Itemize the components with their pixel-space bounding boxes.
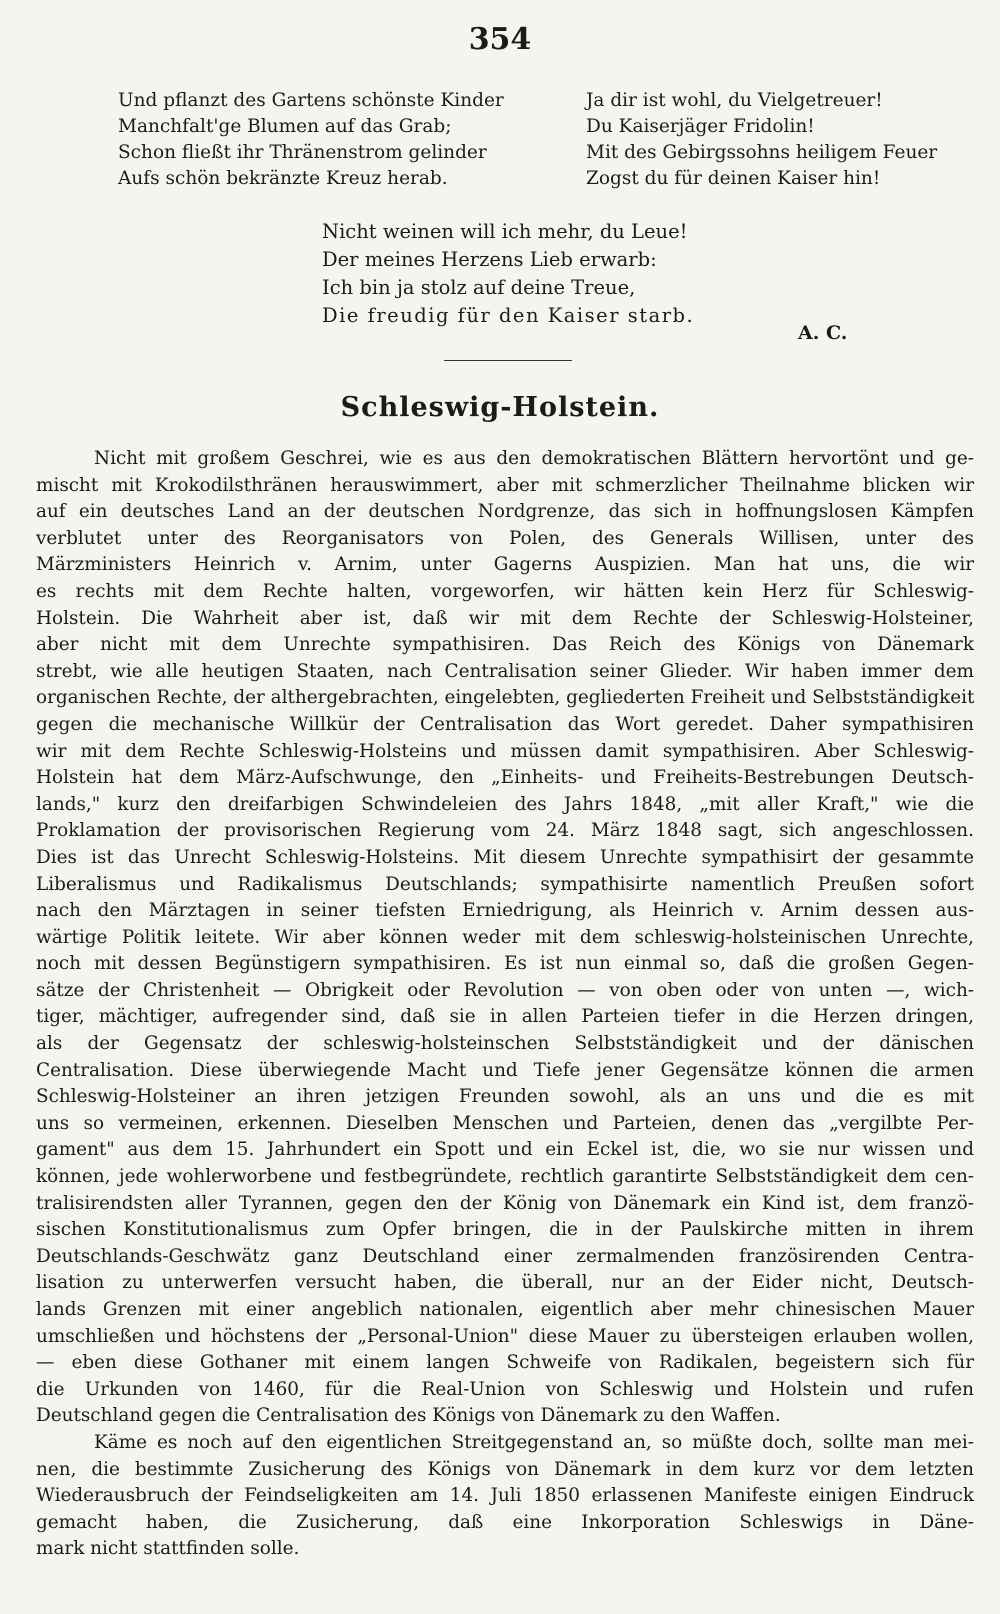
text-line: sischen Konstitutionalismus zum Opfer bringen, die in der Paulskirche mitten in ihrem — [36, 1219, 974, 1241]
poem-line: Manchfalt'ge Blumen auf das Grab; — [118, 116, 452, 137]
text-line: es rechts mit dem Rechte halten, vorgeworfen, wir hätten kein Herz für Schleswig- — [36, 580, 974, 602]
text-line: Proklamation der provisorischen Regierung vom 24. März 1848 sagt, sich angeschlossen. — [36, 820, 974, 842]
text-line: nach den Märztagen in seiner tiefsten Erniedrigung, als Heinrich v. Arnim dessen aus- — [36, 900, 974, 922]
text-line: gemacht haben, die Zusicherung, daß eine Inkorporation Schleswigs in Däne- — [36, 1511, 974, 1533]
poem-line: Ich bin ja stolz auf deine Treue, — [322, 276, 636, 299]
article-body — [36, 446, 974, 1563]
text-line: Märzministers Heinrich v. Arnim, unter Gagerns Auspizien. Man hat uns, die wir — [36, 554, 974, 576]
text-line: organischen Rechte, der althergebrachten, eingelebten, gegliederten Freiheit und Selbstständigkeit — [36, 687, 975, 709]
text-line: aber nicht mit dem Unrechte sympathisiren. Das Reich des Königs von Dänemark — [36, 634, 974, 656]
text-line: lands," kurz den dreifarbigen Schwindeleien des Jahrs 1848, „mit aller Kraft," wie die — [36, 793, 974, 815]
poem-line: Die freudig für den Kaiser starb. — [322, 304, 695, 327]
poem-line: Zogst du für deinen Kaiser hin! — [586, 168, 881, 189]
text-line: wir mit dem Rechte Schleswig-Holsteins und müssen damit sympathisiren. Aber Schleswig- — [36, 740, 974, 762]
text-line: Holstein. Die Wahrheit aber ist, daß wir mit dem Rechte der Schleswig-Holsteiner, — [36, 607, 974, 629]
text-line: tiger, mächtiger, aufregender sind, daß sie in allen Parteien tiefer in die Herzen dringen, — [36, 1006, 974, 1028]
text-line: Liberalismus und Radikalismus Deutschlands; sympathisirte namentlich Preußen sofort — [36, 873, 974, 895]
text-line: als der Gegensatz der schleswig-holsteinschen Selbstständigkeit und der dänischen — [36, 1033, 974, 1055]
text-line: Schleswig-Holsteiner an ihren jetzigen Freunden sowohl, als an uns und die es mit — [36, 1086, 974, 1108]
text-line: sätze der Christenheit — Obrigkeit oder Revolution — von oben oder von unten —, wich- — [36, 979, 974, 1001]
text-line: Centralisation. Diese überwiegende Macht und Tiefe jener Gegensätze können die armen — [36, 1059, 974, 1081]
text-line: Nicht mit großem Geschrei, wie es aus den demokratischen Blättern hervortönt und ge- — [94, 448, 974, 469]
text-line: Dies ist das Unrecht Schleswig-Holsteins. Mit diesem Unrechte sympathisirt der gesammte — [36, 846, 974, 868]
text-line: tralisirendsten aller Tyrannen, gegen den der König von Dänemark ein Kind ist, dem franzö- — [36, 1192, 974, 1214]
text-line: können, jede wohlerworbene und festbegründete, rechtlich garantirte Selbstständigkeit dem cen- — [36, 1166, 974, 1188]
poem-line: Der meines Herzens Lieb erwarb: — [322, 248, 657, 271]
text-line: umschließen und höchstens der „Personal-Union" diese Mauer zu übersteigen erlauben wollen, — [36, 1325, 974, 1347]
text-line: Deutschlands-Geschwätz ganz Deutschland einer zermalmenden französirenden Centra- — [36, 1245, 974, 1267]
text-line: die Urkunden von 1460, für die Real-Union von Schleswig und Holstein und rufen — [36, 1378, 974, 1400]
text-line: auf ein deutsches Land an der deutschen Nordgrenze, das sich in hoffnungslosen Kämpfen — [36, 501, 974, 523]
text-line: wärtige Politik leitete. Wir aber können weder mit dem schleswig-holsteinischen Unrechte, — [36, 926, 974, 948]
page-number: 354 — [468, 22, 532, 57]
text-line: gament" aus dem 15. Jahrhundert ein Spott und ein Eckel ist, die, wo sie nur wissen und — [36, 1139, 974, 1161]
text-line: noch mit dessen Begünstigern sympathisiren. Es ist nun einmal so, daß die großen Gegen- — [36, 953, 974, 975]
text-line: gegen die mechanische Willkür der Centralisation das Wort geredet. Daher sympathisiren — [36, 713, 974, 735]
poem-line: Aufs schön bekränzte Kreuz herab. — [118, 168, 448, 189]
poem-line: Ja dir ist wohl, du Vielgetreuer! — [586, 90, 883, 111]
text-line: — eben diese Gothaner mit einem langen Schweife von Radikalen, begeistern sich für — [36, 1352, 974, 1374]
text-line: mark nicht stattfinden solle. — [36, 1538, 300, 1560]
text-line: verblutet unter des Reorganisators von Polen, des Generals Willisen, unter des — [36, 527, 974, 549]
poem-line: Nicht weinen will ich mehr, du Leue! — [322, 220, 688, 243]
text-line: strebt, wie alle heutigen Staaten, nach Centralisation seiner Glieder. Wir haben immer dem — [36, 660, 974, 682]
poem-stanza-right — [586, 88, 937, 192]
text-line: uns so vermeinen, erkennen. Dieselben Menschen und Parteien, denen das „vergilbte Per- — [36, 1112, 974, 1134]
text-line: mischt mit Krokodilsthränen herauswimmert, aber mit schmerzlicher Theilnahme blicken wir — [36, 474, 974, 496]
text-line: Deutschland gegen die Centralisation des Königs von Dänemark zu den Waffen. — [36, 1405, 781, 1427]
poem-line: Und pflanzt des Gartens schönste Kinder — [118, 90, 504, 111]
poem-line: Schon fließt ihr Thränenstrom gelinder — [118, 142, 487, 163]
poem-line: Mit des Gebirgssohns heiligem Feuer — [586, 142, 938, 163]
poem-line: Du Kaiserjäger Fridolin! — [586, 116, 815, 137]
poem-stanza-final — [322, 218, 694, 330]
text-line: lisation zu unterwerfen versucht haben, die überall, nur an der Eider nicht, Deutsch- — [36, 1272, 974, 1294]
text-line: Käme es noch auf den eigentlichen Streitgegenstand an, so müßte doch, sollte man mei- — [94, 1431, 974, 1453]
poem-stanza-left — [118, 88, 504, 192]
text-line: lands Grenzen mit einer angeblich nationalen, eigentlich aber mehr chinesischen Mauer — [36, 1299, 974, 1320]
section-title: Schleswig-Holstein. — [340, 392, 660, 423]
text-line: Holstein hat dem März-Aufschwunge, den „Einheits- und Freiheits-Bestrebungen Deutsch- — [36, 767, 974, 789]
text-line: Wiederausbruch der Feindseligkeiten am 14. Juli 1850 erlassenen Manifeste einigen Eindruck — [36, 1485, 974, 1507]
text-line: nen, die bestimmte Zusicherung des Königs von Dänemark in dem kurz vor dem letzten — [36, 1458, 974, 1480]
section-divider — [444, 360, 572, 361]
poem-signature: A. C. — [798, 322, 848, 344]
